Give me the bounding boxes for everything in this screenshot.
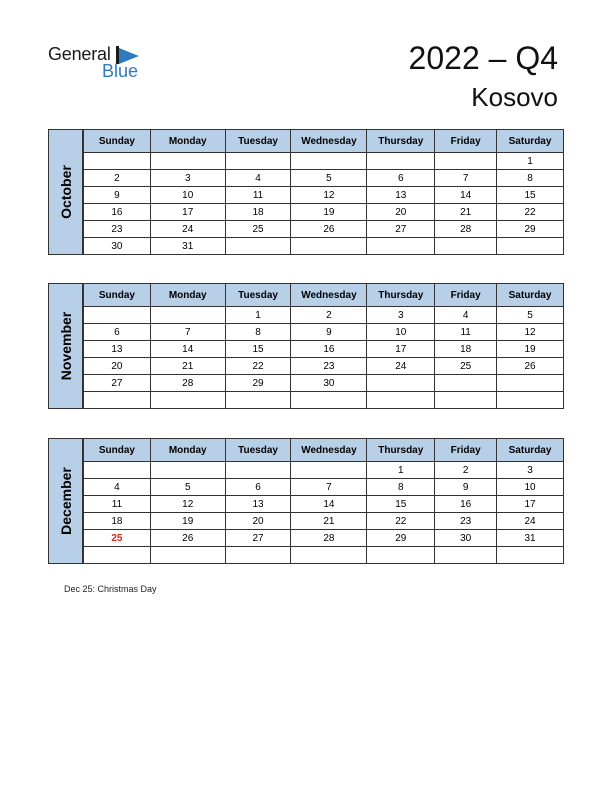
- day-cell: 9: [435, 479, 497, 496]
- day-cell: 15: [497, 187, 564, 204]
- day-cell: [291, 547, 367, 564]
- day-cell: 6: [367, 170, 435, 187]
- weekday-header: Friday: [435, 130, 497, 153]
- day-cell: 11: [435, 324, 497, 341]
- day-cell: 27: [225, 530, 291, 547]
- day-cell: 10: [497, 479, 564, 496]
- day-cell: 3: [367, 307, 435, 324]
- day-cell: 26: [291, 221, 367, 238]
- day-cell: 6: [84, 324, 151, 341]
- page-title: 2022 – Q4: [408, 40, 558, 76]
- day-cell: 14: [150, 341, 225, 358]
- day-cell: 31: [497, 530, 564, 547]
- day-cell: [150, 547, 225, 564]
- day-cell: 15: [225, 341, 291, 358]
- month-calendar-december: [48, 438, 564, 564]
- day-cell: 17: [497, 496, 564, 513]
- month-name: December: [57, 467, 74, 535]
- day-cell: [84, 462, 151, 479]
- day-cell: [435, 375, 497, 392]
- day-cell: [367, 153, 435, 170]
- day-cell: 23: [84, 221, 151, 238]
- day-cell: 5: [150, 479, 225, 496]
- day-cell: 3: [150, 170, 225, 187]
- day-cell: 12: [291, 187, 367, 204]
- week-row: [84, 341, 564, 358]
- day-cell: 28: [150, 375, 225, 392]
- day-cell: 22: [497, 204, 564, 221]
- day-cell: [150, 307, 225, 324]
- day-cell: 24: [150, 221, 225, 238]
- day-cell: [150, 462, 225, 479]
- month-label: [48, 438, 83, 564]
- day-cell: 22: [367, 513, 435, 530]
- month-name: November: [57, 311, 74, 381]
- week-row: [84, 238, 564, 255]
- weekday-header: Friday: [435, 284, 497, 307]
- day-cell: [497, 547, 564, 564]
- day-cell: 8: [367, 479, 435, 496]
- week-row: [84, 479, 564, 496]
- day-cell: 26: [150, 530, 225, 547]
- weekday-header: Monday: [150, 284, 225, 307]
- day-cell: 6: [225, 479, 291, 496]
- day-cell: 28: [435, 221, 497, 238]
- day-cell: [225, 153, 291, 170]
- day-cell: [225, 462, 291, 479]
- day-cell: 26: [497, 358, 564, 375]
- day-cell: 20: [84, 358, 151, 375]
- weekday-header: Thursday: [367, 130, 435, 153]
- week-row: [84, 153, 564, 170]
- day-cell: 29: [225, 375, 291, 392]
- weekday-header: Wednesday: [291, 284, 367, 307]
- day-cell: 9: [84, 187, 151, 204]
- day-cell: 16: [291, 341, 367, 358]
- weekday-header: Saturday: [497, 439, 564, 462]
- day-cell: 19: [291, 204, 367, 221]
- day-cell: 5: [497, 307, 564, 324]
- day-cell: 7: [150, 324, 225, 341]
- week-row: [84, 187, 564, 204]
- day-cell: [367, 547, 435, 564]
- day-cell: 20: [225, 513, 291, 530]
- day-cell: 17: [367, 341, 435, 358]
- day-cell: 24: [497, 513, 564, 530]
- day-cell: 4: [225, 170, 291, 187]
- day-cell: 16: [435, 496, 497, 513]
- day-cell: [497, 375, 564, 392]
- weekday-header-row: [84, 130, 564, 153]
- generalblue-logo: [48, 44, 158, 84]
- day-cell: 25: [435, 358, 497, 375]
- day-cell: [367, 375, 435, 392]
- day-cell: 25: [84, 530, 151, 547]
- day-cell: [497, 238, 564, 255]
- week-row: [84, 204, 564, 221]
- day-cell: 10: [367, 324, 435, 341]
- logo-general-text: General: [48, 44, 111, 64]
- weekday-header: Wednesday: [291, 130, 367, 153]
- day-cell: 12: [497, 324, 564, 341]
- day-cell: 5: [291, 170, 367, 187]
- day-cell: [291, 153, 367, 170]
- weekday-header: Saturday: [497, 130, 564, 153]
- weekday-header: Tuesday: [225, 439, 291, 462]
- month-table: [83, 283, 564, 409]
- day-cell: 23: [291, 358, 367, 375]
- day-cell: [84, 392, 151, 409]
- day-cell: 7: [291, 479, 367, 496]
- day-cell: 1: [497, 153, 564, 170]
- day-cell: 29: [367, 530, 435, 547]
- weekday-header: Friday: [435, 439, 497, 462]
- week-row: [84, 307, 564, 324]
- weekday-header-row: [84, 284, 564, 307]
- day-cell: 29: [497, 221, 564, 238]
- weekday-header: Wednesday: [291, 439, 367, 462]
- month-label: [48, 129, 83, 255]
- day-cell: 18: [435, 341, 497, 358]
- weekday-header: Sunday: [84, 284, 151, 307]
- day-cell: [435, 238, 497, 255]
- day-cell: 13: [225, 496, 291, 513]
- holiday-note: Dec 25: Christmas Day: [64, 584, 157, 594]
- day-cell: 4: [84, 479, 151, 496]
- day-cell: [150, 392, 225, 409]
- day-cell: 17: [150, 204, 225, 221]
- day-cell: 8: [225, 324, 291, 341]
- day-cell: 30: [435, 530, 497, 547]
- day-cell: 3: [497, 462, 564, 479]
- day-cell: 28: [291, 530, 367, 547]
- day-cell: [150, 153, 225, 170]
- month-table: [83, 438, 564, 564]
- weekday-header: Monday: [150, 130, 225, 153]
- day-cell: 30: [84, 238, 151, 255]
- month-table: [83, 129, 564, 255]
- weekday-header: Thursday: [367, 439, 435, 462]
- day-cell: [225, 547, 291, 564]
- day-cell: 21: [291, 513, 367, 530]
- day-cell: 12: [150, 496, 225, 513]
- day-cell: 27: [84, 375, 151, 392]
- day-cell: [435, 153, 497, 170]
- day-cell: 24: [367, 358, 435, 375]
- weekday-header: Tuesday: [225, 130, 291, 153]
- day-cell: [367, 392, 435, 409]
- day-cell: 14: [435, 187, 497, 204]
- week-row: [84, 496, 564, 513]
- day-cell: [291, 238, 367, 255]
- day-cell: [291, 462, 367, 479]
- week-row: [84, 375, 564, 392]
- day-cell: [225, 238, 291, 255]
- day-cell: 1: [367, 462, 435, 479]
- day-cell: [497, 392, 564, 409]
- day-cell: [435, 392, 497, 409]
- day-cell: 7: [435, 170, 497, 187]
- day-cell: 2: [84, 170, 151, 187]
- day-cell: [84, 153, 151, 170]
- day-cell: 19: [150, 513, 225, 530]
- week-row: [84, 530, 564, 547]
- day-cell: 10: [150, 187, 225, 204]
- month-calendar-october: [48, 129, 564, 255]
- week-row: [84, 513, 564, 530]
- day-cell: [367, 238, 435, 255]
- day-cell: 14: [291, 496, 367, 513]
- day-cell: [435, 547, 497, 564]
- day-cell: 1: [225, 307, 291, 324]
- day-cell: 20: [367, 204, 435, 221]
- month-calendar-november: [48, 283, 564, 409]
- weekday-header-row: [84, 439, 564, 462]
- day-cell: 21: [150, 358, 225, 375]
- day-cell: 11: [84, 496, 151, 513]
- day-cell: 13: [84, 341, 151, 358]
- weekday-header: Saturday: [497, 284, 564, 307]
- day-cell: 23: [435, 513, 497, 530]
- day-cell: 2: [435, 462, 497, 479]
- day-cell: [225, 392, 291, 409]
- month-label: [48, 283, 83, 409]
- day-cell: 18: [225, 204, 291, 221]
- logo-blue-text: Blue: [102, 61, 139, 81]
- week-row: [84, 358, 564, 375]
- weekday-header: Thursday: [367, 284, 435, 307]
- day-cell: 11: [225, 187, 291, 204]
- day-cell: 15: [367, 496, 435, 513]
- day-cell: [84, 307, 151, 324]
- weekday-header: Sunday: [84, 130, 151, 153]
- week-row: [84, 462, 564, 479]
- day-cell: 4: [435, 307, 497, 324]
- day-cell: 13: [367, 187, 435, 204]
- month-name: October: [57, 165, 74, 219]
- day-cell: 9: [291, 324, 367, 341]
- weekday-header: Monday: [150, 439, 225, 462]
- day-cell: 19: [497, 341, 564, 358]
- country-name: Kosovo: [471, 82, 558, 112]
- day-cell: 18: [84, 513, 151, 530]
- week-row: [84, 324, 564, 341]
- day-cell: 8: [497, 170, 564, 187]
- day-cell: [84, 547, 151, 564]
- weekday-header: Tuesday: [225, 284, 291, 307]
- week-row: [84, 392, 564, 409]
- day-cell: 25: [225, 221, 291, 238]
- day-cell: [291, 392, 367, 409]
- day-cell: 16: [84, 204, 151, 221]
- weekday-header: Sunday: [84, 439, 151, 462]
- week-row: [84, 221, 564, 238]
- day-cell: 27: [367, 221, 435, 238]
- day-cell: 31: [150, 238, 225, 255]
- day-cell: 2: [291, 307, 367, 324]
- week-row: [84, 547, 564, 564]
- day-cell: 22: [225, 358, 291, 375]
- week-row: [84, 170, 564, 187]
- day-cell: 21: [435, 204, 497, 221]
- day-cell: 30: [291, 375, 367, 392]
